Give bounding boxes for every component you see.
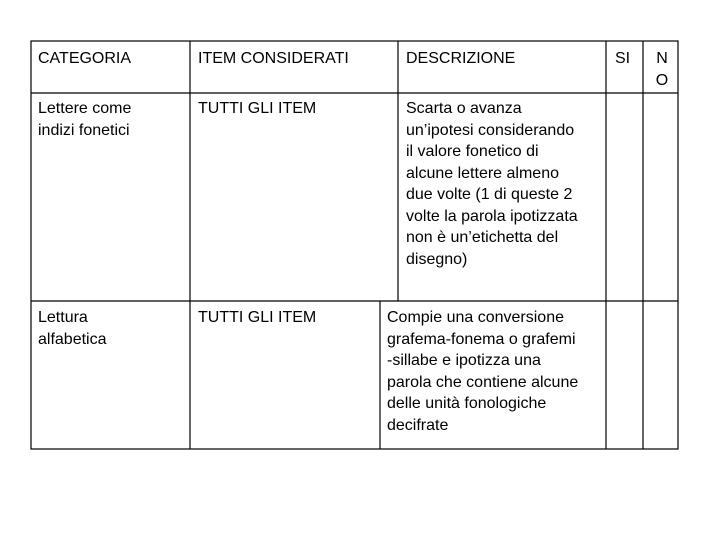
row-2-si-checkbox[interactable] [607, 302, 642, 448]
row-1-si-checkbox[interactable] [607, 94, 642, 300]
row-1-no-checkbox[interactable] [644, 94, 677, 300]
row-2-item: TUTTI GLI ITEM [198, 309, 317, 326]
row-2-no-checkbox[interactable] [644, 302, 677, 448]
header-item-considerati: ITEM CONSIDERATI [198, 50, 349, 67]
row-2-categoria: Lettura alfabetica [38, 309, 107, 348]
header-descrizione: DESCRIZIONE [406, 50, 516, 67]
header-no: N O [655, 50, 669, 89]
row-2-descrizione: Compie una conversione grafema-fonema o grafemi -sillabe e ipotizza una parola che contiene alcune delle unità fonologiche decifrate [387, 309, 579, 434]
row-1-item: TUTTI GLI ITEM [198, 100, 317, 117]
header-si: SI [615, 50, 631, 67]
row-1-categoria: Lettere come indizi fonetici [38, 100, 132, 139]
header-categoria: CATEGORIA [38, 50, 132, 67]
row-1-descrizione: Scarta o avanza un’ipotesi considerando il valore fonetico di alcune lettere almeno due volte (1 di queste 2 volte la parola ipotizzata non è un’etichetta del disegno) [406, 100, 578, 268]
